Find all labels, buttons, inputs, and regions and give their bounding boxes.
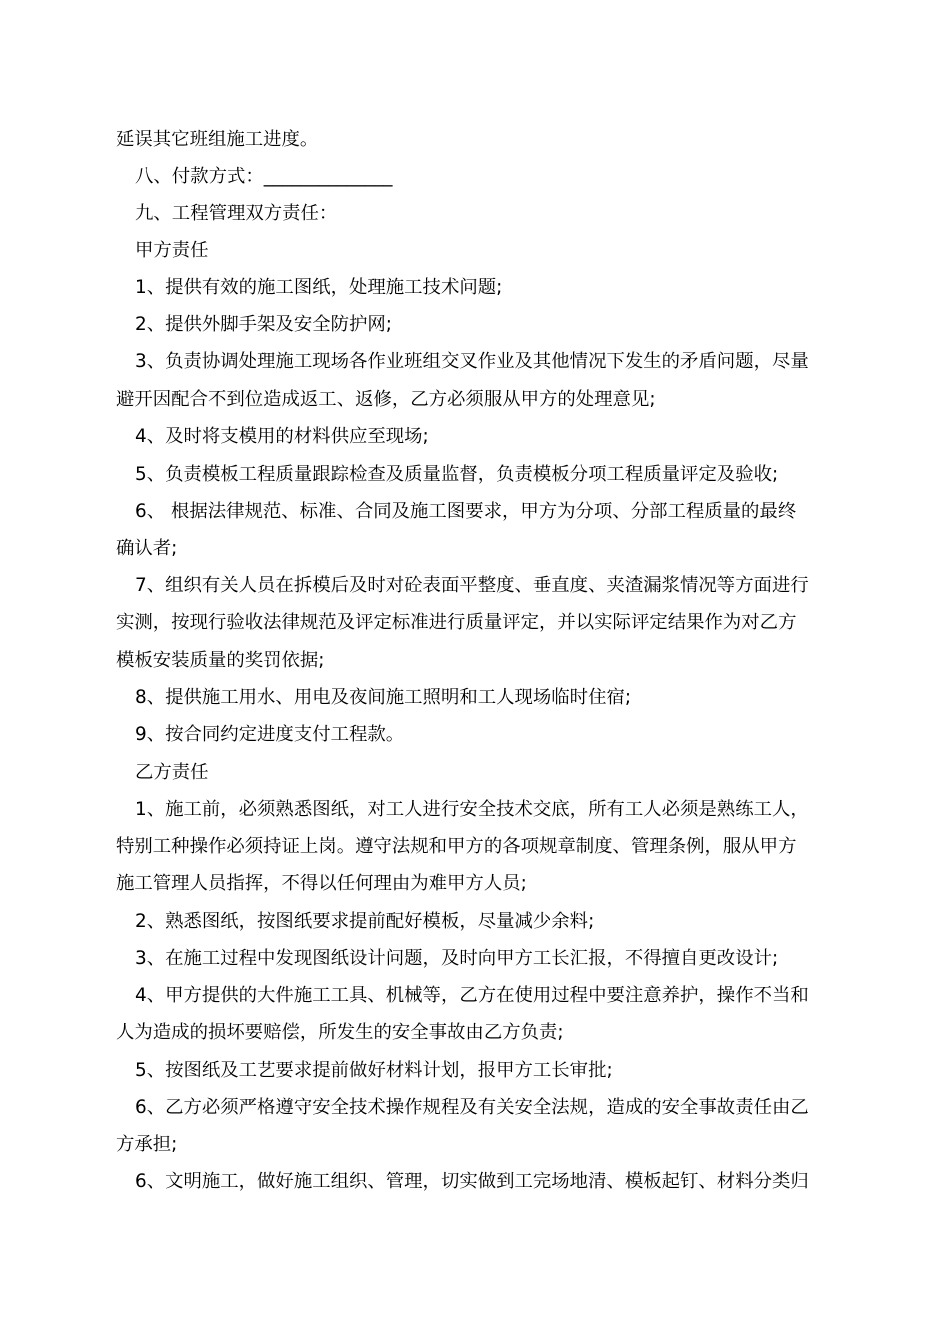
party-b-item-4-cont: 人为造成的损坏要赔偿，所发生的安全事故由乙方负责;	[116, 1022, 564, 1043]
party-a-item-8: 8、提供施工用水、用电及夜间施工照明和工人现场临时住宿;	[135, 687, 632, 708]
continuation-text: 延误其它班组施工进度。	[116, 129, 319, 150]
party-a-item-3: 3、负责协调处理施工现场各作业班组交叉作业及其他情况下发生的矛盾问题，尽量	[135, 351, 809, 372]
party-b-item-1: 1、施工前，必须熟悉图纸，对工人进行安全技术交底，所有工人必须是熟练工人，	[135, 799, 809, 820]
section-title: 九、工程管理双方责任：	[135, 203, 338, 224]
party-a-item-3-cont: 避开因配合不到位造成返工、返修，乙方必须服从甲方的处理意见;	[116, 389, 656, 410]
payment-label: 八、付款方式：	[135, 166, 264, 187]
party-b-item-5: 5、按图纸及工艺要求提前做好材料计划，报甲方工长审批;	[135, 1060, 613, 1081]
party-b-item-2: 2、熟悉图纸，按图纸要求提前配好模板，尽量减少余料;	[135, 911, 595, 932]
payment-blank: ______________	[263, 166, 393, 187]
party-a-item-5: 5、负责模板工程质量跟踪检查及质量监督，负责模板分项工程质量评定及验收;	[135, 464, 779, 485]
party-a-item-7-cont-1: 实测，按现行验收法律规范及评定标准进行质量评定，并以实际评定结果作为对乙方	[116, 612, 797, 633]
party-b-item-4: 4、甲方提供的大件施工工具、机械等，乙方在使用过程中要注意养护，操作不当和	[135, 985, 809, 1006]
party-b-item-1-cont-2: 施工管理人员指挥，不得以任何理由为难甲方人员;	[116, 873, 527, 894]
party-a-item-4: 4、及时将支模用的材料供应至现场;	[135, 426, 429, 447]
party-a-item-7: 7、组织有关人员在拆模后及时对砼表面平整度、垂直度、夹渣漏浆情况等方面进行	[135, 575, 809, 596]
payment-method-line	[135, 165, 392, 189]
party-b-heading: 乙方责任	[135, 762, 209, 783]
party-a-item-6-cont: 确认者;	[116, 538, 178, 559]
party-a-item-1: 1、提供有效的施工图纸，处理施工技术问题;	[135, 277, 503, 298]
party-b-item-7: 6、文明施工，做好施工组织、管理，切实做到工完场地清、模板起钉、材料分类归	[135, 1171, 809, 1192]
party-a-item-9: 9、按合同约定进度支付工程款。	[135, 724, 405, 745]
party-b-item-6-cont: 方承担;	[116, 1134, 178, 1155]
party-a-item-7-cont-2: 模板安装质量的奖罚依据;	[116, 650, 325, 671]
party-a-heading: 甲方责任	[135, 240, 209, 261]
party-b-item-1-cont-1: 特别工种操作必须持证上岗。遵守法规和甲方的各项规章制度、管理条例，服从甲方	[116, 836, 797, 857]
party-a-item-2: 2、提供外脚手架及安全防护网;	[135, 314, 392, 335]
party-b-item-6: 6、乙方必须严格遵守安全技术操作规程及有关安全法规，造成的安全事故责任由乙	[135, 1097, 809, 1118]
party-a-item-6: 6、 根据法律规范、标准、合同及施工图要求，甲方为分项、分部工程质量的最终	[135, 501, 797, 522]
party-b-item-3: 3、在施工过程中发现图纸设计问题，及时向甲方工长汇报，不得擅自更改设计;	[135, 948, 779, 969]
